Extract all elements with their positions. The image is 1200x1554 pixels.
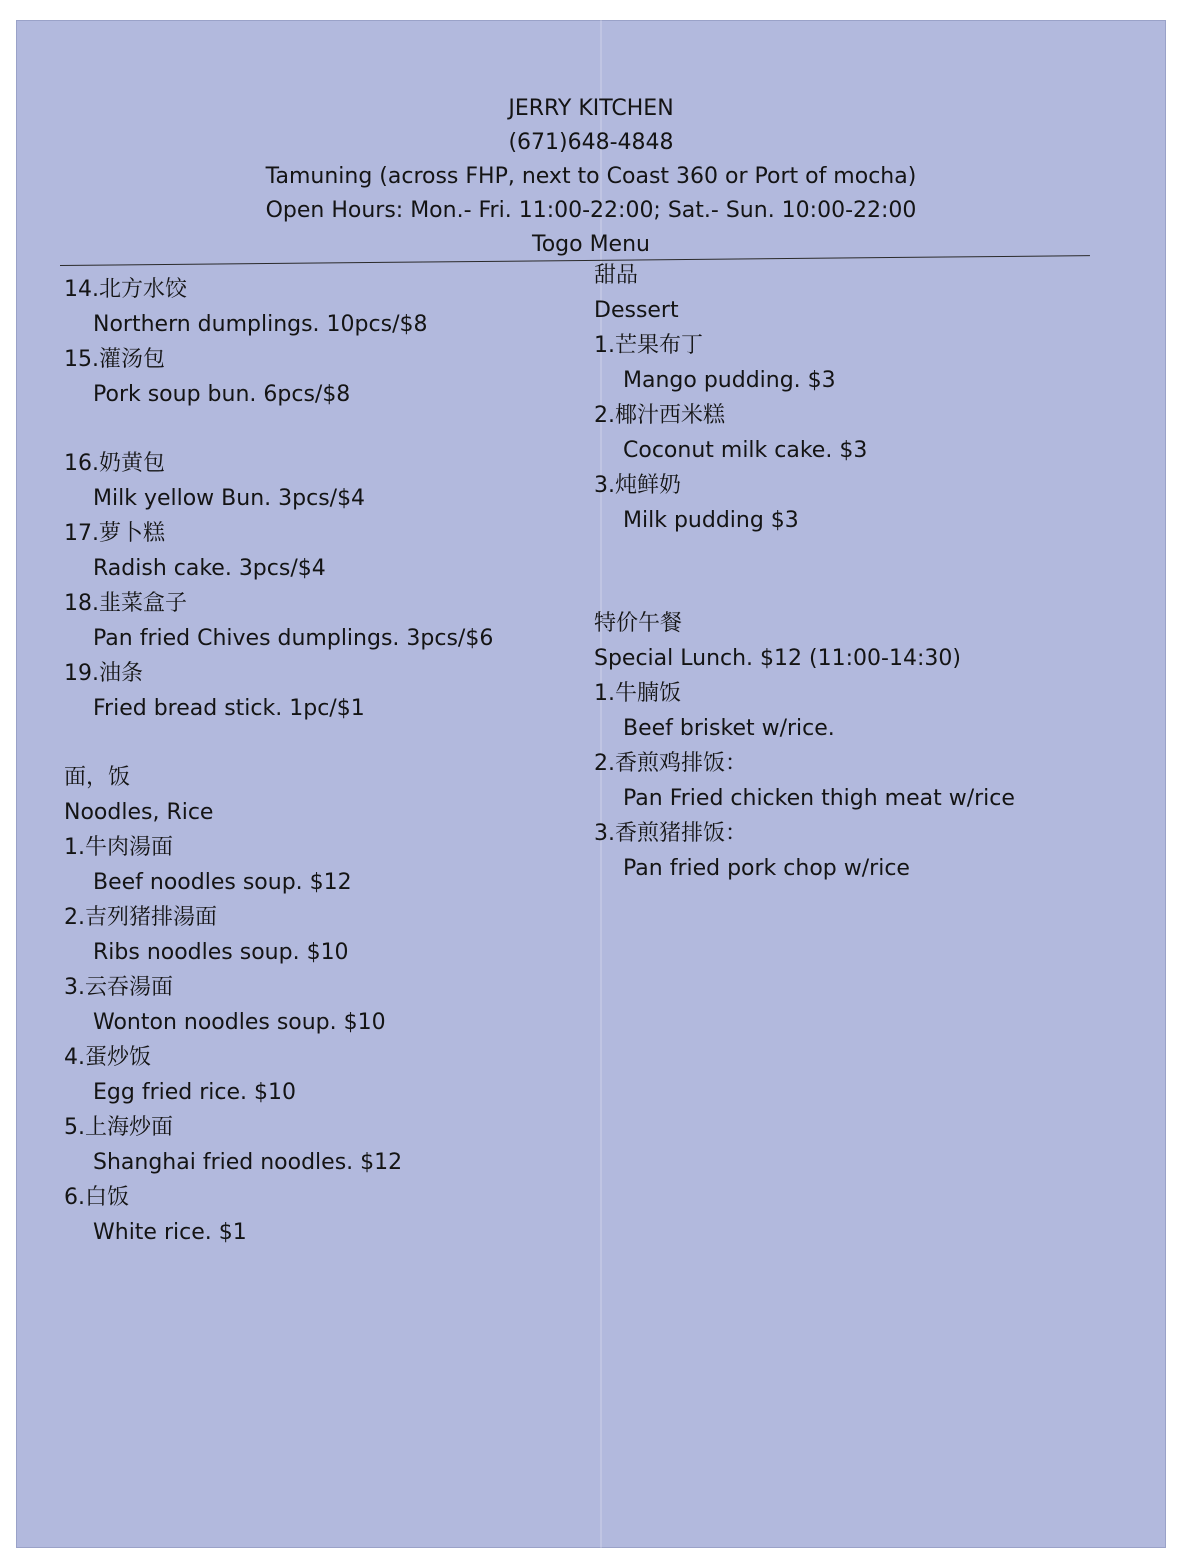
menu-item <box>64 1040 584 1110</box>
item-name-en: Pan Fried chicken thigh meat w/rice <box>623 786 1015 811</box>
item-name-en: Egg fried rice. $10 <box>93 1080 296 1105</box>
item-name-en: Radish cake. 3pcs/$4 <box>93 556 326 581</box>
item-name-zh: 3.云吞湯面 <box>64 975 173 1000</box>
menu-title: Togo Menu <box>532 232 650 257</box>
item-name-en: Northern dumplings. 10pcs/$8 <box>93 312 428 337</box>
menu-item <box>64 272 584 342</box>
item-name-zh: 2.椰汁西米糕 <box>594 403 725 428</box>
location-text: Tamuning (across FHP, next to Coast 360 or Port of mocha) <box>265 164 917 189</box>
item-name-zh: 4.蛋炒饭 <box>64 1045 151 1070</box>
item-name-zh: 2.吉列猪排湯面 <box>64 905 217 930</box>
section-title-zh: 甜品 <box>594 263 639 288</box>
menu-item <box>64 446 584 516</box>
menu-item <box>594 746 1114 816</box>
item-name-en: Wonton noodles soup. $10 <box>93 1010 386 1035</box>
phone-number: (671)648-4848 <box>508 130 674 155</box>
left-column <box>64 272 584 1250</box>
item-name-en: Pan fried pork chop w/rice <box>623 856 910 881</box>
item-name-zh: 5.上海炒面 <box>64 1115 173 1140</box>
menu-item <box>64 970 584 1040</box>
menu-item <box>64 516 584 586</box>
section-title-en: Dessert <box>594 298 679 323</box>
item-name-zh: 2.香煎鸡排饭： <box>594 751 747 776</box>
item-name-en: Pork soup bun. 6pcs/$8 <box>93 382 351 407</box>
menu-item <box>64 656 584 726</box>
menu-item <box>594 676 1114 746</box>
section-title-en: Noodles, Rice <box>64 800 214 825</box>
menu-item <box>594 468 1114 538</box>
item-name-en: Coconut milk cake. $3 <box>623 438 868 463</box>
item-name-en: Ribs noodles soup. $10 <box>93 940 349 965</box>
item-name-zh: 17.萝卜糕 <box>64 521 165 546</box>
menu-item <box>64 1110 584 1180</box>
item-name-en: Mango pudding. $3 <box>623 368 836 393</box>
menu-header <box>16 92 1166 262</box>
menu-item <box>594 816 1114 886</box>
item-name-en: Pan fried Chives dumplings. 3pcs/$6 <box>93 626 494 651</box>
item-name-zh: 6.白饭 <box>64 1185 129 1210</box>
menu-item <box>64 1180 584 1250</box>
section-noodles-rice <box>64 760 584 1250</box>
item-name-zh: 1.芒果布丁 <box>594 333 703 358</box>
item-name-zh: 15.灌汤包 <box>64 347 165 372</box>
menu-item <box>64 342 584 412</box>
item-name-en: White rice. $1 <box>93 1220 247 1245</box>
item-name-zh: 14.北方水饺 <box>64 277 187 302</box>
menu-item <box>64 830 584 900</box>
item-name-en: Milk yellow Bun. 3pcs/$4 <box>93 486 366 511</box>
menu-item <box>594 398 1114 468</box>
section-title-zh: 面，饭 <box>64 765 131 790</box>
item-name-zh: 1.牛肉湯面 <box>64 835 173 860</box>
restaurant-name: JERRY KITCHEN <box>508 96 674 121</box>
right-column <box>594 258 1114 886</box>
section-title-en: Special Lunch. $12 (11:00-14:30) <box>594 646 961 671</box>
item-name-en: Fried bread stick. 1pc/$1 <box>93 696 365 721</box>
open-hours: Open Hours: Mon.- Fri. 11:00-22:00; Sat.- Sun. 10:00-22:00 <box>265 198 917 223</box>
item-name-zh: 3.香煎猪排饭： <box>594 821 747 846</box>
menu-item <box>64 586 584 656</box>
section-title-zh: 特价午餐 <box>594 611 683 636</box>
item-name-zh: 19.油条 <box>64 661 143 686</box>
item-name-zh: 16.奶黄包 <box>64 451 165 476</box>
item-name-zh: 18.韭菜盒子 <box>64 591 187 616</box>
item-name-en: Beef brisket w/rice. <box>623 716 835 741</box>
menu-item <box>594 328 1114 398</box>
item-name-zh: 1.牛腩饭 <box>594 681 681 706</box>
menu-item <box>64 900 584 970</box>
item-name-en: Beef noodles soup. $12 <box>93 870 352 895</box>
item-name-zh: 3.炖鲜奶 <box>594 473 681 498</box>
item-name-en: Milk pudding $3 <box>623 508 799 533</box>
item-name-en: Shanghai fried noodles. $12 <box>93 1150 403 1175</box>
section-dessert <box>594 258 1114 538</box>
menu-sheet <box>16 20 1166 1548</box>
section-special-lunch <box>594 606 1114 886</box>
